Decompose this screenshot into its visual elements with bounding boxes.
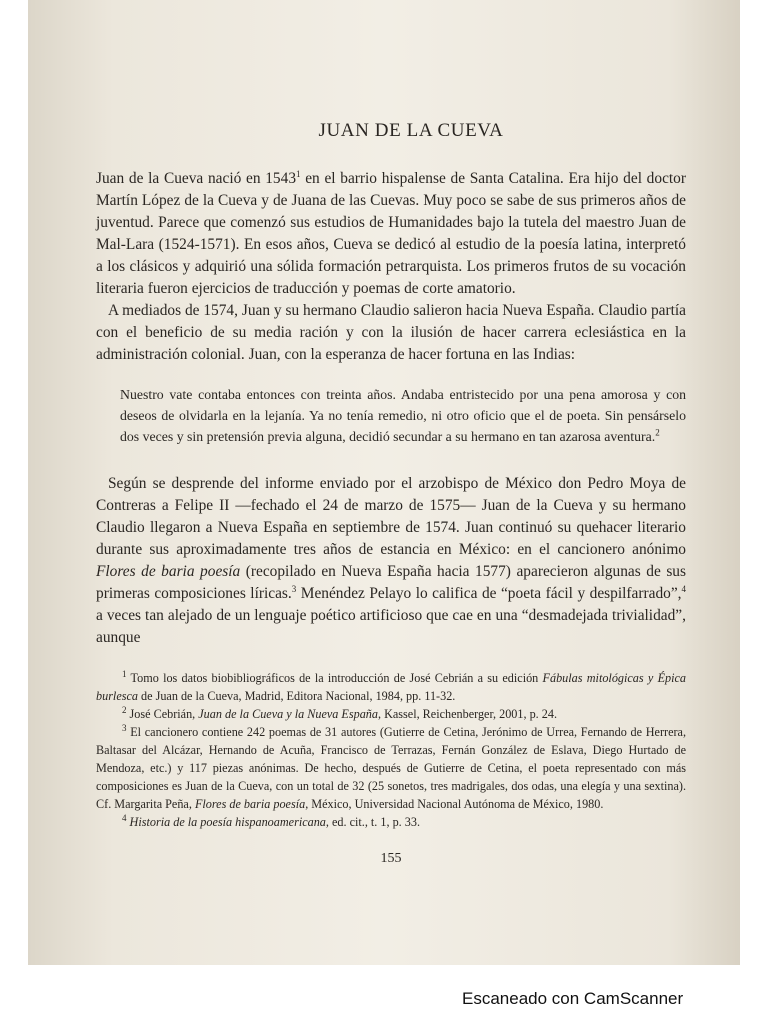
page-number: 155 — [380, 851, 402, 866]
paragraph-2: A mediados de 1574, Juan y su hermano Claudio salieron hacia Nueva España. Claudio partía con el beneficio de su media ración y con la ilusión de hacer carrera eclesiástica en la administración colonial. Juan, con la esperanza de hacer fortuna en las Indias: — [96, 302, 686, 363]
footnote-text: , México, Universidad Nacional Autónoma de México, 1980. — [305, 797, 604, 811]
footnote-italic: Juan de la Cueva y la Nueva España — [198, 707, 378, 721]
paragraph-1-text-b: en el barrio hispalense de Santa Catalina. Era hijo del doctor Martín López de la Cueva y de Juana de las Cuevas. Muy poco se sabe de sus primeros años de juventud. Parece que comenzó sus estudios de Humanidades bajo la tutela del maestro Juan de Mal-Lara (1524-1571). En esos años, Cueva se dedicó al estudio de la poesía latina, interpretó a los clásicos y adquirió una sólida formación petrarquista. Los primeros frutos de su vocación literaria fueron ejercicios de traducción y poemas de corte amatorio. — [96, 170, 686, 297]
footnote-4 — [96, 813, 686, 831]
paragraph-3 — [96, 473, 686, 649]
footnote-ref-4: 4 — [681, 583, 687, 594]
footnote-italic: Fábulas mitológicas y Épica burlesca — [96, 671, 686, 703]
footnote-text: , Kassel, Reichenberger, 2001, p. 24. — [378, 707, 558, 721]
camscanner-watermark: Escaneado con CamScanner — [462, 989, 684, 1008]
footnote-italic: Flores de baria poesía — [194, 797, 306, 811]
footnote-ref-3: 3 — [291, 583, 297, 594]
paragraph-3-text-a: Según se desprende del informe enviado por el arzobispo de México don Pedro Moya de Contreras a Felipe II —fechado el 24 de marzo de 1575— Juan de la Cueva y su hermano Claudio llegaron a Nueva España en septiembre de 1574. Juan continuó su quehacer literario durante sus aproximadamente tres años de estancia en México: en el cancionero anónimo — [96, 475, 686, 558]
footnote-3 — [96, 723, 686, 813]
footnote-number: 4 — [122, 812, 127, 823]
footnote-2 — [96, 705, 686, 723]
paragraph-3-text-d: a veces tan alejado de un lenguaje poético artificioso que cae en una “desmadejada trivialidad”, aunque — [96, 607, 686, 646]
paragraph-1 — [96, 168, 686, 300]
footnote-number: 3 — [122, 722, 127, 733]
paragraph-3-text-b: (recopilado en Nueva España hacia 1577) aparecieron algunas de sus primeras composiciones líricas. — [96, 563, 686, 602]
paragraph-3-text-c: Menéndez Pelayo lo califica de “poeta fácil y despilfarrado”, — [296, 585, 682, 602]
footnote-ref-2: 2 — [655, 427, 660, 438]
quote-text: Nuestro vate contaba entonces con treinta años. Andaba entristecido por una pena amorosa y con deseos de olvidarla en la lejanía. Ya no tenía remedio, ni otro oficio que el de poeta. Sin pensárselo dos veces y sin pretensión previa alguna, decidió secundar a su hermano en tan azarosa aventura. — [120, 387, 686, 444]
book-title-flores: Flores de baria poesía — [96, 563, 241, 580]
footnote-text: de Juan de la Cueva, Madrid, Editora Nacional, 1984, pp. 11-32. — [137, 689, 456, 703]
footnote-text: El cancionero contiene 242 poemas de 31 autores (Gutierre de Cetina, Jerónimo de Urrea, Fernando de Herrera, Baltasar del Alcázar, Hernando de Acuña, Francisco de Terrazas, Fernán González de Eslava, Diego Hurtado de Mendoza, etc.) y 117 piezas anónimas. De hecho, después de Gutierre de Cetina, el poeta representado con más composiciones es Juan de la Cueva, con un total de 32 (25 sonetos, tres madrigales, dos odas, una elegía y una sextina). Cf. Margarita Peña, — [96, 725, 686, 811]
footnote-ref-1: 1 — [296, 168, 301, 179]
footnote-text: Tomo los datos biobibliográficos de la introducción de José Cebrián a su edición — [126, 671, 543, 685]
footnote-number: 1 — [122, 668, 127, 679]
footnote-text: , ed. cit., t. 1, p. 33. — [325, 815, 421, 829]
page-title: JUAN DE LA CUEVA — [318, 120, 504, 141]
footnote-text: José Cebrián, — [126, 707, 199, 721]
footnote-number: 2 — [122, 704, 127, 715]
paragraph-1-text-a: Juan de la Cueva nació en 1543 — [96, 170, 297, 187]
footnote-italic: Historia de la poesía hispanoamericana — [129, 815, 326, 829]
block-quote — [96, 384, 686, 447]
page-content — [96, 120, 686, 867]
scanned-page — [28, 0, 740, 965]
footnote-1 — [96, 669, 686, 705]
footnotes — [96, 669, 686, 831]
